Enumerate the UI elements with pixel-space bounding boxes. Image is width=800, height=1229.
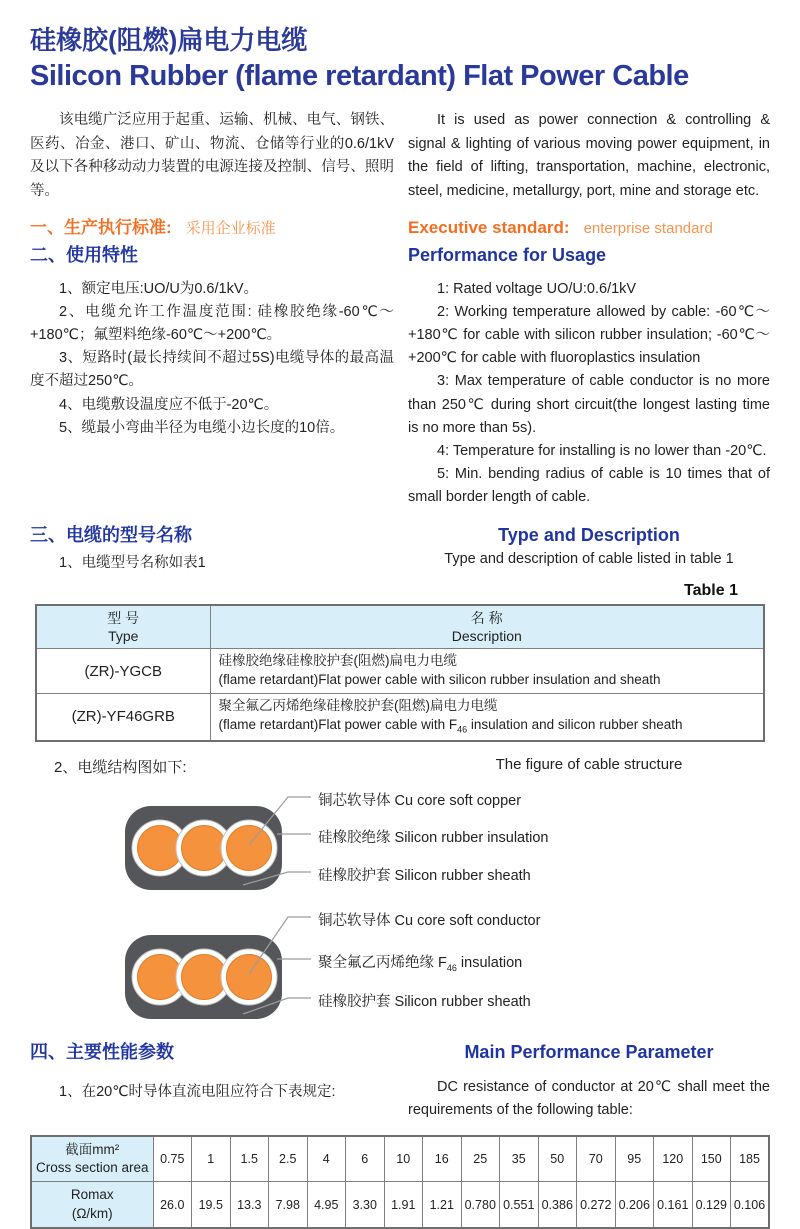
performance-heading-row (30, 1041, 770, 1064)
usage-item-zh: 1、额定电压:UO/U为0.6/1kV。 (59, 280, 259, 297)
table1-header-row (36, 605, 764, 649)
cross-section-value: 1.5 (230, 1136, 269, 1182)
label-sheath: 硅橡胶护套 Silicon rubber sheath (318, 867, 531, 884)
label-sheath: 硅橡胶护套 Silicon rubber sheath (318, 993, 531, 1010)
usage-item-en: 3: Max temperature of cable conductor is no more than 250℃ during short circuit(the longest lasting time is no more than 5s). (408, 373, 770, 436)
romax-value: 0.106 (731, 1182, 770, 1228)
type-subline-row (30, 547, 770, 572)
figure-heading-en: The figure of cable structure (495, 755, 683, 773)
cable-type-value: (ZR)-YGCB (36, 649, 210, 694)
cross-section-value: 2.5 (269, 1136, 308, 1182)
performance-subline-row (30, 1076, 770, 1123)
romax-value: 0.780 (461, 1182, 500, 1228)
standard-value-en: enterprise standard (583, 220, 713, 238)
romax-value: 7.98 (269, 1182, 308, 1228)
cable-description-en: (flame retardant)Flat power cable with $F_{46}$ insulation and silicon rubber sheath (218, 717, 683, 735)
usage-item-en: 1: Rated voltage UO/U:0.6/1kV (437, 280, 637, 297)
romax-value: 13.3 (230, 1182, 269, 1228)
cross-section-value: 10 (384, 1136, 423, 1182)
romax-row (31, 1182, 769, 1228)
standard-value-zh: 采用企业标准 (185, 220, 276, 238)
romax-value: 19.5 (192, 1182, 231, 1228)
cross-section-value: 95 (615, 1136, 654, 1182)
table1-caption: Table 1 (684, 581, 738, 599)
standard-label-zh: 一、生产执行标准: (30, 218, 172, 238)
cross-section-value: 70 (577, 1136, 616, 1182)
cross-section-value: 1 (192, 1136, 231, 1182)
figure-heading-zh: 2、电缆结构图如下: (54, 758, 187, 776)
cross-section-value: 16 (423, 1136, 462, 1182)
dc-resistance-table (30, 1135, 770, 1229)
romax-header-line2: (Ω/km) (71, 1205, 113, 1221)
type-heading-zh: 三、电缆的型号名称 (30, 524, 192, 545)
performance-heading-zh: 四、主要性能参数 (30, 1041, 174, 1062)
cable-description-zh: 聚全氟乙丙烯绝缘硅橡胶护套(阻燃)扁电力电缆 (218, 698, 498, 714)
performance-subline-zh: 1、在20℃时导体直流电阻应符合下表规定: (59, 1083, 336, 1100)
romax-header-line1: Romax (70, 1187, 114, 1203)
cable-description-zh: 硅橡胶绝缘硅橡胶护套(阻燃)扁电力电缆 (218, 653, 457, 669)
cable-core-shapes (132, 820, 277, 876)
usage-item-zh: 3、短路时(最长持续间不超过5S)电缆导体的最高温度不超过250℃。 (30, 350, 394, 390)
type-heading-en: Type and Description (498, 524, 680, 545)
figure-heading-row (30, 756, 770, 777)
usage-item-zh: 4、电缆敷设温度应不低于-20℃。 (59, 396, 279, 413)
table-row (36, 649, 764, 694)
cross-section-value: 50 (538, 1136, 577, 1182)
table1-header-desc-en: Description (451, 628, 522, 645)
cross-section-value: 0.75 (153, 1136, 192, 1182)
cross-section-value: 6 (346, 1136, 385, 1182)
cross-section-value: 150 (692, 1136, 731, 1182)
usage-item-en: 2: Working temperature allowed by cable: -60℃～+180℃ for cable with silicon rubber insulation; -60℃～+200℃ for cable with fluoroplastics insulation (408, 303, 770, 367)
cable-core-shapes (132, 949, 277, 1005)
intro-paragraph-en: It is used as power connection & controlling & signal & lighting of various moving power equipment, in the field of lifting, transportation, machine, electronic, steel, medicine, metallurgy, port, mine and storage etc. (408, 112, 770, 199)
usage-item-zh: 2、电缆允许工作温度范围: 硅橡胶绝缘-60℃～+180℃；氟塑料绝缘-60℃～+200℃。 (30, 303, 394, 344)
table1-header-type (36, 605, 210, 649)
table1-header-desc-zh: 名 称 (470, 609, 503, 626)
cross-section-header-zh: 截面mm² (65, 1141, 120, 1157)
usage-heading-en: Performance for Usage (408, 245, 607, 266)
type-subline-zh: 1、电缆型号名称如表1 (59, 554, 206, 571)
romax-value: 0.272 (577, 1182, 616, 1228)
cable-description (210, 649, 764, 694)
type-heading-row (30, 524, 770, 547)
type-subline-en: Type and description of cable listed in table 1 (444, 550, 734, 567)
label-cu-core: 铜芯软导体 Cu core soft conductor (318, 912, 541, 929)
usage-heading-zh: 二、使用特性 (30, 245, 138, 266)
standard-label-en: Executive standard: (408, 218, 570, 238)
romax-value: 3.30 (346, 1182, 385, 1228)
cable-figure-2 (30, 905, 770, 1031)
cross-section-value: 185 (731, 1136, 770, 1182)
standard-heading-en (408, 217, 770, 239)
cable-description-en: (flame retardant)Flat power cable with silicon rubber insulation and sheath (218, 672, 661, 688)
standards-row (30, 217, 770, 239)
page-title-zh: 硅橡胶(阻燃)扁电力电缆 (30, 25, 308, 55)
cross-section-value: 120 (654, 1136, 693, 1182)
cross-section-header (31, 1136, 153, 1182)
cable-type-value: (ZR)-YF46GRB (36, 694, 210, 741)
romax-header (31, 1182, 153, 1228)
intro-paragraph-zh: 该电缆广泛应用于起重、运输、机械、电气、钢铁、医药、冶金、港口、矿山、物流、仓储等行业的0.6/1kV及以下各种移动动力装置的电源连接及控制、信号、照明等。 (30, 112, 394, 199)
usage-list-en (408, 278, 770, 510)
cable-description (210, 694, 764, 741)
label-insulation: 聚全氟乙丙烯绝缘 $F_{46}$ insulation (318, 954, 523, 973)
table1-header-type-en: Type (108, 628, 139, 645)
cable-figure-1 (30, 777, 770, 905)
type-description-table (35, 604, 765, 742)
usage-item-en: 4: Temperature for installing is no lower than -20℃. (437, 443, 767, 460)
romax-value: 4.95 (307, 1182, 346, 1228)
intro-section (30, 109, 770, 203)
usage-item-en: 5: Min. bending radius of cable is 10 times that of small border length of cable. (408, 466, 770, 506)
romax-value: 1.91 (384, 1182, 423, 1228)
label-cu-core: 铜芯软导体 Cu core soft copper (318, 792, 522, 809)
romax-value: 0.206 (615, 1182, 654, 1228)
romax-value: 0.551 (500, 1182, 539, 1228)
cross-section-value: 35 (500, 1136, 539, 1182)
page-title-en: Silicon Rubber (flame retardant) Flat Power Cable (30, 59, 689, 92)
cross-section-row (31, 1136, 769, 1182)
romax-value: 0.161 (654, 1182, 693, 1228)
table1-header-type-zh: 型 号 (107, 609, 140, 626)
romax-value: 0.386 (538, 1182, 577, 1228)
performance-heading-en: Main Performance Parameter (464, 1041, 714, 1062)
standard-heading-zh (30, 217, 394, 239)
usage-item-zh: 5、缆最小弯曲半径为电缆小边长度的10倍。 (59, 419, 345, 436)
cross-section-value: 25 (461, 1136, 500, 1182)
table1-header-desc (210, 605, 764, 649)
performance-subline-en: DC resistance of conductor at 20℃ shall meet the requirements of the following table: (408, 1078, 770, 1119)
table-row (36, 694, 764, 741)
label-insulation: 硅橡胶绝缘 Silicon rubber insulation (318, 829, 549, 846)
romax-value: 1.21 (423, 1182, 462, 1228)
cross-section-header-en: Cross section area (35, 1160, 149, 1176)
romax-value: 0.129 (692, 1182, 731, 1228)
usage-lists-row (30, 268, 770, 510)
usage-list-zh (30, 278, 394, 510)
romax-value: 26.0 (153, 1182, 192, 1228)
cross-section-value: 4 (307, 1136, 346, 1182)
usage-heading-row (30, 244, 770, 267)
